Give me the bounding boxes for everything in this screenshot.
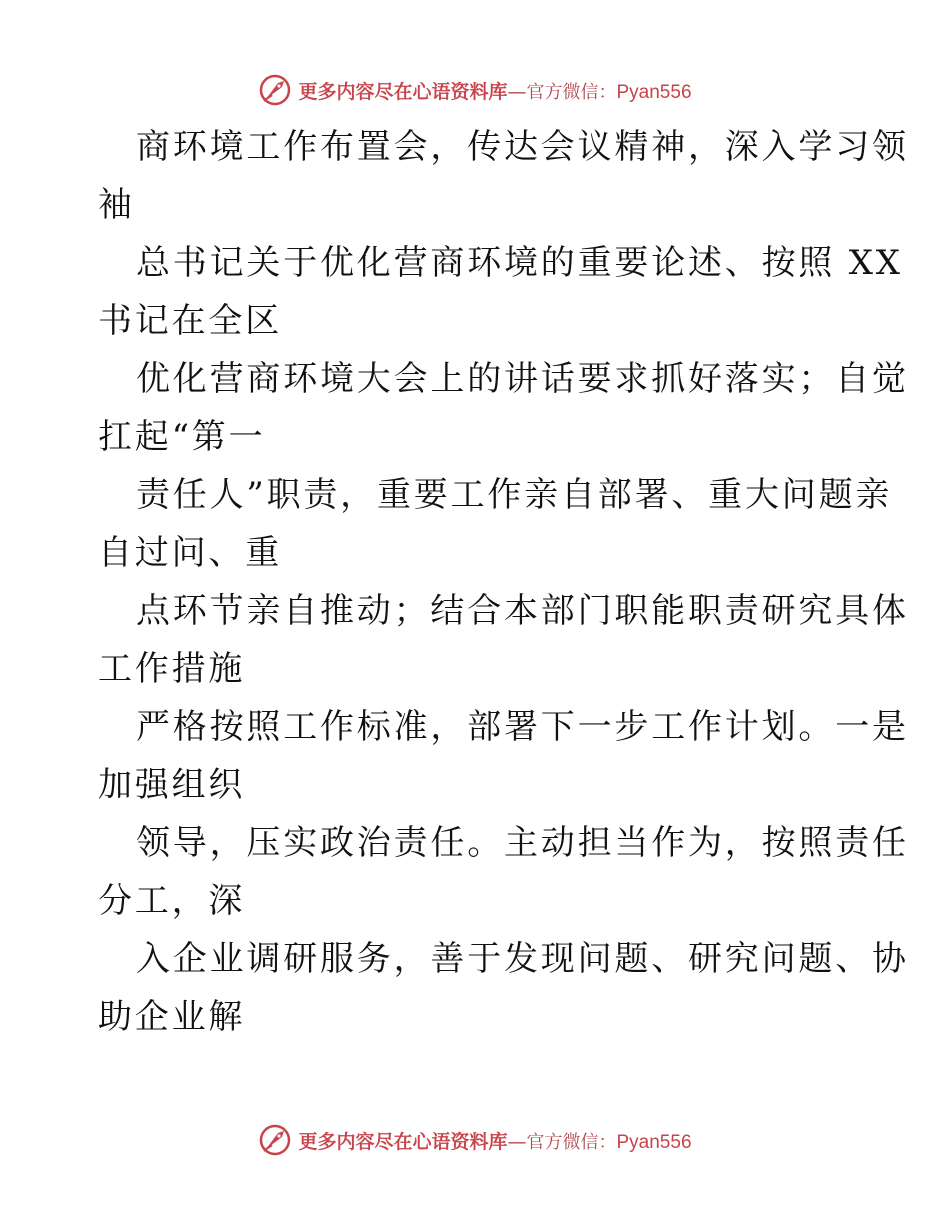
document-body [98, 118, 909, 1046]
footer-banner-text [298, 1127, 691, 1154]
body-line: 严格按照工作标准，部署下一步工作计划。一是 [136, 707, 909, 747]
body-line: 加强组织 [98, 765, 246, 805]
body-line: 入企业调研服务，善于发现问题、研究问题、协 [136, 939, 909, 979]
footer-banner [0, 1120, 950, 1160]
body-line: 责任人”职责，重要工作亲自部署、重大问题亲 [136, 475, 893, 515]
body-line: 书记在全区 [98, 301, 282, 341]
header-banner-label: 官方微信： [526, 81, 617, 103]
body-line: 扛起“第一 [98, 417, 266, 457]
header-banner [0, 70, 950, 110]
body-line: 总书记关于优化营商环境的重要论述、按照 XX [136, 243, 903, 283]
body-line: 分工，深 [98, 881, 246, 921]
header-wechat-id: Pyan556 [616, 81, 692, 103]
body-line: 商环境工作布置会，传达会议精神，深入学习领 [136, 127, 909, 167]
footer-banner-main: 更多内容尽在心语资料库 [298, 1130, 508, 1153]
body-line: 助企业解 [98, 997, 246, 1037]
body-line: 点环节亲自推动；结合本部门职能职责研究具体 [136, 591, 909, 631]
footer-banner-label: 官方微信： [526, 1131, 617, 1153]
body-line: 工作措施 [98, 649, 246, 689]
header-banner-main: 更多内容尽在心语资料库 [298, 80, 508, 103]
header-banner-text [298, 77, 691, 104]
pen-nib-logo-icon [258, 1123, 292, 1157]
body-line: 袖 [98, 185, 135, 225]
footer-wechat-id: Pyan556 [616, 1131, 692, 1153]
header-banner-dash: — [507, 80, 527, 103]
footer-banner-dash: — [507, 1130, 527, 1153]
pen-nib-logo-icon [258, 73, 292, 107]
body-line: 领导，压实政治责任。主动担当作为，按照责任 [136, 823, 909, 863]
body-line: 优化营商环境大会上的讲话要求抓好落实；自觉 [136, 359, 909, 399]
body-line: 自过问、重 [98, 533, 282, 573]
